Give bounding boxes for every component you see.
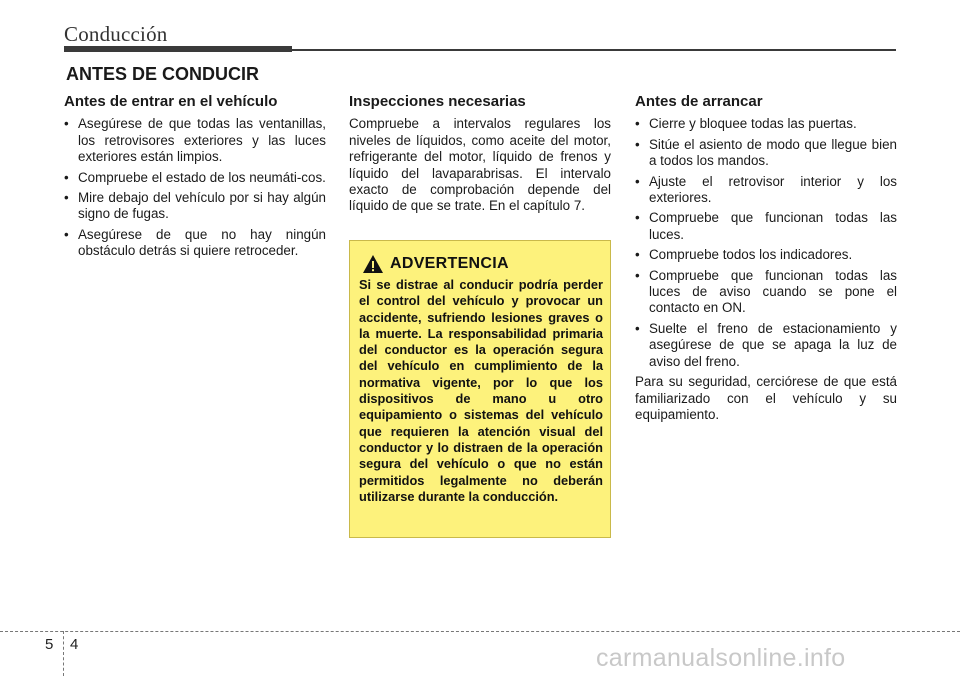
column-before-starting [635,92,897,427]
list-item: • Mire debajo del vehículo por si hay algún signo de fugas. [64,190,326,223]
chapter-title: Conducción [64,22,168,46]
header-rule-thick [64,46,292,52]
warning-title: ADVERTENCIA [390,255,509,272]
heading-inspections: Inspecciones necesarias [349,93,526,110]
list-item: • Compruebe que funcionan todas las luces. [635,210,897,243]
list-before-entering [64,116,326,259]
list-item: • Sitúe el asiento de modo que llegue bien a todos los mandos. [635,137,897,170]
column-inspections [349,92,611,219]
list-item: • Compruebe que funcionan todas las luces de aviso cuando se pone el contacto en ON. [635,268,897,317]
list-item: • Asegúrese de que todas las ventanillas, los retrovisores exteriores y las luces exteriores están limpios. [64,116,326,165]
watermark-link[interactable]: carmanualsonline.info [596,644,846,672]
list-item: • Compruebe todos los indicadores. [635,247,897,263]
footer-page-separator [63,631,64,676]
heading-before-starting: Antes de arrancar [635,93,763,110]
list-item: • Asegúrese de que no hay ningún obstáculo detrás si quiere retroceder. [64,227,326,260]
section-title: ANTES DE CONDUCIR [66,64,260,84]
warning-text: Si se distrae al conducir podría perder el control del vehículo y provocar un accidente, sufriendo lesiones graves o la muerte. La responsabilidad primaria del conductor es la operación segura del vehículo en cumplimiento de la normativa vigente, por lo que los dispositivos de mano u otro equipamiento o sistemas del vehículo que requieren la atención visual del conductor y lo distraen de la operación segura del vehículo o que no están permitidos legalmente no deberán utilizarse durante la conducción. [359,277,603,504]
warning-triangle-icon [362,254,384,274]
paragraph-inspections: Compruebe a intervalos regulares los niveles de líquidos, como aceite del motor, refrigerante del motor, líquido de frenos y líquido del lavaparabrisas. El intervalo exacto de comprobación depende del líquido de que se trate. En el capítulo 7. [349,116,611,214]
header-rule-thin [292,49,896,51]
list-before-starting [635,116,897,370]
column-before-entering [64,92,326,264]
paragraph-safety: Para su seguridad, cerciórese de que está familiarizado con el vehículo y su equipamiento. [635,374,897,422]
footer-divider [0,631,960,632]
list-item: • Compruebe el estado de los neumáti-cos. [64,170,326,186]
list-item: • Cierre y bloquee todas las puertas. [635,116,897,132]
list-item: • Ajuste el retrovisor interior y los exteriores. [635,174,897,207]
warning-header [362,254,509,274]
section-number: 5 [45,636,54,653]
heading-before-entering: Antes de entrar en el vehículo [64,93,278,110]
list-item: • Suelte el freno de estacionamiento y asegúrese de que se apaga la luz de aviso del freno. [635,321,897,370]
page-number: 4 [70,636,79,653]
warning-box [349,240,611,538]
